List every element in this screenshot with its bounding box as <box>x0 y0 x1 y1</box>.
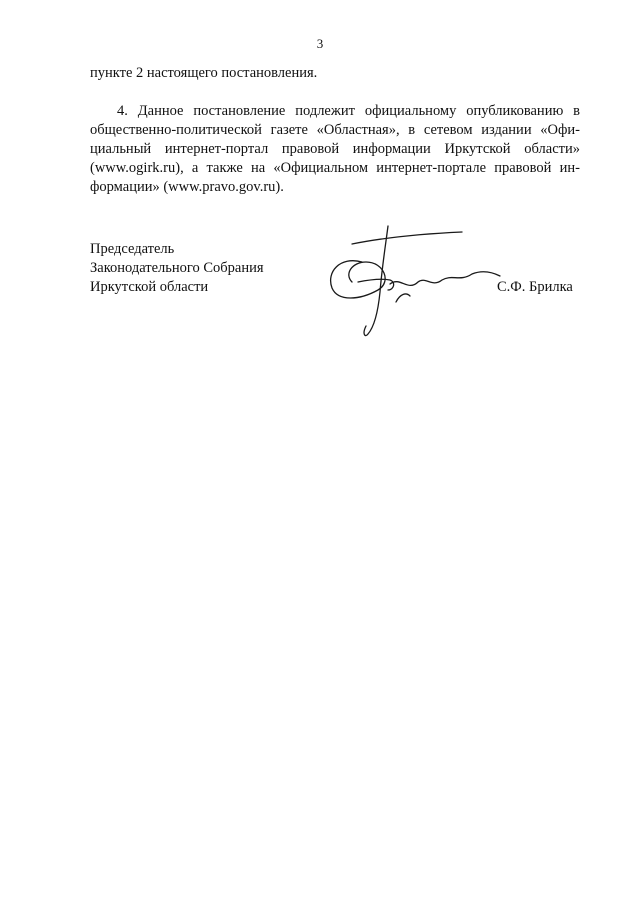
paragraph-4-line-5: формации» (www.pravo.gov.ru). <box>90 179 284 195</box>
paragraph-4-line-4: (www.ogirk.ru), а также на «Официальном интернет-портале правовой ин- <box>90 160 580 176</box>
paragraph-4-line-3: циальный интернет-портал правовой информации Иркутской области» <box>90 141 580 157</box>
paragraph-4-line-1: 4. Данное постановление подлежит официальному опубликованию в <box>117 103 580 119</box>
handwritten-signature <box>322 222 502 347</box>
signature-title-line-2: Законодательного Собрания <box>90 260 264 276</box>
signature-title-line-3: Иркутской области <box>90 279 209 295</box>
paragraph-4-line-2: общественно-политической газете «Областная», в сетевом издании «Офи- <box>90 122 580 138</box>
signature-title-line-1: Председатель <box>90 241 175 257</box>
page-number: 3 <box>316 36 324 51</box>
body-line-1: пункте 2 настоящего постановления. <box>90 65 318 81</box>
signer-name: С.Ф. Брилка <box>497 279 573 295</box>
